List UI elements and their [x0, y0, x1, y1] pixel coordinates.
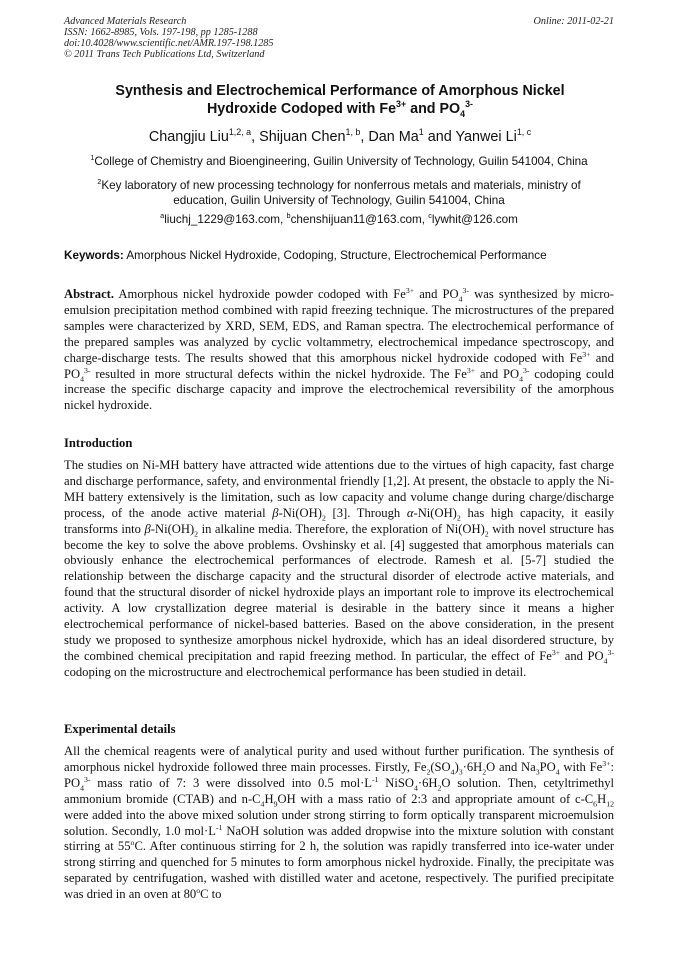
- experimental-heading: Experimental details: [64, 722, 176, 736]
- online-date: Online: 2011-02-21: [533, 16, 614, 27]
- paper-title: [40, 82, 640, 118]
- affiliation-2: $^2$Key laboratory of new processing technology for nonferrous metals and materials, ministry of education, Guilin University of Technology, Guilin 541004, China: [97, 177, 581, 207]
- email-link: lywhit@126.com: [431, 213, 518, 226]
- abstract-paragraph: Abstract. Amorphous nickel hydroxide powder codoped with $Fe^{3+}$ and $PO_4^{3-}$ was synthesized by micro-emulsion precipitation method combined with rapid freezing technique. The microstructures of the prepared samples were characterized by XRD, SEM, EDS, and Raman spectra. The electrochemical performance of the prepared samples was analyzed by cyclic voltammetry, electrochemical impedance spectroscopy, and charge-discharge tests. The results showed that this amorphous nickel hydroxide codoped with $Fe^{3+}$ and $PO_4^{3-}$ resulted in more structural defects within the nickel hydroxide. The $Fe^{3+}$ and $PO_4^{3-}$ codoping could increase the specific discharge capacity and improve the electrochemical reversibility of the amorphous nickel hydroxide.: [64, 285, 614, 413]
- affiliation-1: $^1$College of Chemistry and Bioengineering, Guilin University of Technology, Guilin 541004, China: [90, 153, 588, 168]
- author-name: Changjiu Liu: [148, 129, 229, 145]
- experimental-paragraph: All the chemical reagents were of analytical purity and used without further purification. The synthesis of amorphous nickel hydroxide followed three main processes. Firstly, $Fe_2(SO_4)_3\cdot 6H_2O$ and $Na_3PO_4$ with $Fe^{3+}$: $PO_4^{3-}$ mass ratio of 7: 3 were dissolved into 0.5 $mol\cdot L^{-1}$ $NiSO_4\cdot 6H_2O$ solution. Then, cetyltrimethyl ammonium bromide (CTAB) and $n-C_4H_9OH$ with a mass ratio of 2:3 and appropriate amount of $c-C_6H_{12}$ were added into the above mixed solution under strong stirring to form optically transparent microemulsion solution. Secondly, 1.0 $mol\cdot L^{-1}$ NaOH solution was added dropwise into the mixture solution with constant stirring at 55$^o$C. After continuous stirring for 2 h, the solution was rapidly transferred into ice-water under strong stirring and quenched for 5 minutes to form amorphous nickel hydroxide. Finally, the precipitate was separated by centrifugation, washed with distilled water and acetone, respectively. The purified precipitate was dried in an oven at 80$^o$C to: [64, 744, 615, 902]
- keywords-label: Keywords:: [64, 249, 124, 262]
- journal-name: Advanced Materials Research: [64, 16, 187, 27]
- author-name: , Shijuan Chen: [251, 129, 346, 145]
- doi-line: doi:10.4028/www.scientific.net/AMR.197-198.1285: [64, 38, 274, 49]
- title-line-1: Synthesis and Electrochemical Performance of Amorphous Nickel: [115, 83, 565, 99]
- email-link: chenshijuan11@163.com,: [290, 213, 429, 226]
- introduction-heading: Introduction: [64, 436, 133, 450]
- introduction-paragraph: The studies on Ni-MH battery have attracted wide attentions due to the virtues of high capacity, fast charge and discharge performance, safety, and environmental friendly [1,2]. At present, the obstacle to apply the Ni-MH battery extensively is the limitation, such as low capacity and volume change during charge/discharge process, of the anode active material $\beta-Ni(OH)_2$ [3]. Through $\alpha-Ni(OH)_2$ has high capacity, it easily transforms into $\beta-Ni(OH)_2$ in alkaline media. Therefore, the exploration of $Ni(OH)_2$ with novel structure has become the key to solve the above problems. Ovshinsky et al. [4] suggested that amorphous materials can obviously enhance the electrochemical performances of electrode. Ramesh et al. [5-7] studied the relationship between the discharge capacity and the structural disorder of electrode active materials, and found that the structural disorder of nickel hydroxide plays an important role to improve its electrochemical activity. A low crystallization degree material is desirable in the battery since it means a higher electrochemical performance of nickel-based batteries. Based on the above consideration, in the present study we proposed to synthesize amorphous nickel hydroxide, which has an ideal disordered structure, by the combined chemical precipitation and rapid freezing method. In particular, the effect of $Fe^{3+}$ and $PO_4^{3-}$ codoping on the microstructure and electrochemical performance has been studied in detail.: [64, 458, 615, 679]
- title-line-2: Hydroxide Codoped with $Fe^{3+}$ and $PO_4^{3-}$: [206, 99, 473, 119]
- abstract-label: Abstract.: [64, 287, 115, 301]
- author-name: , Dan Ma: [360, 129, 419, 145]
- author-emails: $^a$liuchj_1229@163.com, $^b$chenshijuan11@163.com, $^c$lywhit@126.com: [160, 211, 518, 226]
- keywords: [64, 249, 624, 263]
- email-link: liuchj_1229@163.com,: [164, 213, 287, 226]
- keywords-text: Amorphous Nickel Hydroxide, Codoping, Structure, Electrochemical Performance: [123, 249, 547, 262]
- author-list: Changjiu Liu$^{1,2, a}$, Shijuan Chen$^{1, b}$, Dan Ma$^1$ and Yanwei Li$^{1, c}$: [148, 127, 532, 145]
- author-name: and Yanwei Li: [423, 129, 517, 145]
- copyright-line: © 2011 Trans Tech Publications Ltd, Switzerland: [64, 49, 265, 60]
- publication-header: [64, 16, 614, 60]
- issn-line: ISSN: 1662-8985, Vols. 197-198, pp 1285-1288: [64, 27, 258, 38]
